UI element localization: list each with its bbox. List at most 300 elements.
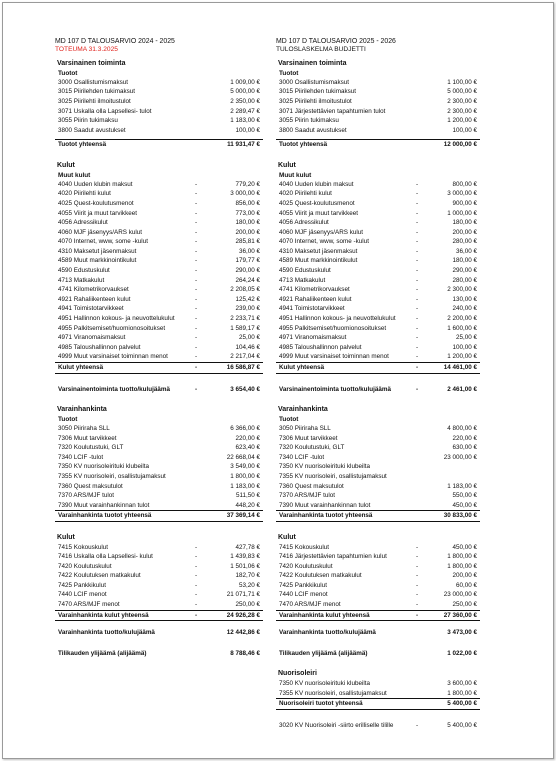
row-amount: 630,00 € bbox=[452, 444, 477, 452]
table-row bbox=[55, 126, 263, 136]
row-amount: 1 183,00 € bbox=[447, 482, 477, 490]
table-row bbox=[55, 256, 263, 266]
row-label: 7320 Koulutustuki, GLT bbox=[58, 444, 124, 452]
table-row bbox=[276, 199, 480, 209]
kulut-total-row bbox=[276, 363, 480, 374]
subheader-vh-tuotot: Tuotot bbox=[279, 415, 299, 423]
row-label: 7306 Muut tarvikkeet bbox=[279, 434, 338, 442]
row-amount: 25,00 € bbox=[455, 334, 477, 342]
row-dash: - bbox=[195, 190, 198, 198]
row-label: 4055 Viirit ja muut tarvikkeet bbox=[58, 209, 137, 217]
row-label: 4310 Maksetut jäsenmaksut bbox=[58, 247, 137, 255]
row-dash: - bbox=[195, 267, 198, 275]
row-label: Varainhankinta kulut yhteensä bbox=[58, 611, 149, 619]
table-row bbox=[276, 443, 480, 453]
row-amount: 1 022,00 € bbox=[447, 649, 477, 657]
document-title: MD 107 D TALOUSARVIO 2025 - 2026 bbox=[276, 38, 396, 45]
table-row bbox=[276, 107, 480, 117]
table-row bbox=[276, 581, 480, 591]
row-amount: 100,00 € bbox=[235, 126, 260, 134]
subheader-muut-kulut: Muut kulut bbox=[58, 171, 91, 179]
table-row bbox=[55, 491, 263, 501]
row-dash: - bbox=[195, 343, 198, 351]
subheader-muut-kulut: Muut kulut bbox=[279, 171, 312, 179]
kulut-total-row bbox=[55, 363, 263, 374]
row-dash: - bbox=[195, 209, 198, 217]
row-label: 4941 Toimistotarvikkeet bbox=[279, 305, 345, 313]
row-amount: 285,81 € bbox=[235, 238, 260, 246]
row-dash: - bbox=[416, 238, 419, 246]
table-row bbox=[55, 180, 263, 190]
row-dash: - bbox=[416, 247, 419, 255]
table-row bbox=[55, 247, 263, 257]
row-amount: 182,70 € bbox=[235, 572, 260, 580]
subheader-vh-kulut: Kulut bbox=[278, 533, 296, 541]
row-amount: 6 366,00 € bbox=[230, 424, 260, 432]
section-header-varsinainen: Varsinainen toiminta bbox=[278, 60, 347, 67]
spacer bbox=[55, 522, 263, 533]
table-row bbox=[55, 87, 263, 97]
row-amount: 1 200,00 € bbox=[447, 353, 477, 361]
table-row bbox=[276, 116, 480, 126]
table-row bbox=[55, 218, 263, 228]
spacer bbox=[55, 638, 263, 649]
subheader-tuotot: Tuotot bbox=[279, 69, 299, 77]
row-amount: 2 300,00 € bbox=[447, 286, 477, 294]
row-label: 4589 Muut markkinointikulut bbox=[279, 257, 358, 265]
row-amount: 1 439,83 € bbox=[230, 553, 260, 561]
table-row bbox=[276, 276, 480, 286]
row-amount: 36,00 € bbox=[455, 247, 477, 255]
section-header-varainhankinta: Varainhankinta bbox=[57, 406, 107, 414]
row-label: 4955 Palkitsemiset/huomionosoitukset bbox=[58, 324, 166, 332]
row-amount: 27 360,00 € bbox=[443, 611, 477, 619]
row-dash: - bbox=[195, 315, 198, 323]
table-row bbox=[55, 501, 263, 512]
document-subtitle: TULOSLASKELMA BUDJETTI bbox=[276, 46, 366, 53]
table-row bbox=[55, 295, 263, 305]
row-amount: 290,00 € bbox=[452, 267, 477, 275]
tuotot-total-row bbox=[55, 139, 263, 150]
row-label: 4590 Edustuskulut bbox=[279, 267, 331, 275]
row-label: 4060 MJF jäsenyys/ARS kulut bbox=[279, 228, 363, 236]
table-row bbox=[276, 314, 480, 324]
row-amount: 23 000,00 € bbox=[443, 591, 477, 599]
spacer bbox=[55, 621, 263, 628]
row-amount: 11 931,47 € bbox=[227, 141, 260, 149]
row-label: 3020 KV Nuorisoleiri -siirto erilliselle tilille bbox=[279, 721, 394, 729]
row-label: Varainhankinta tuotto/kulujäämä bbox=[58, 629, 155, 637]
row-label: 4310 Maksetut jäsenmaksut bbox=[279, 247, 358, 255]
row-dash: - bbox=[416, 315, 419, 323]
row-dash: - bbox=[416, 190, 419, 198]
row-label: 7415 Kokouskulut bbox=[279, 543, 330, 551]
row-dash: - bbox=[416, 276, 419, 284]
vh-result-row bbox=[55, 628, 263, 638]
row-dash: - bbox=[416, 267, 419, 275]
table-row bbox=[276, 218, 480, 228]
row-amount: 2 350,00 € bbox=[230, 97, 260, 105]
table-row bbox=[276, 600, 480, 611]
table-row bbox=[55, 107, 263, 117]
row-dash: - bbox=[195, 276, 198, 284]
table-row bbox=[55, 266, 263, 276]
row-amount: 3 549,00 € bbox=[230, 463, 260, 471]
row-dash: - bbox=[416, 591, 419, 599]
table-row bbox=[276, 78, 480, 88]
spacer bbox=[55, 394, 263, 405]
row-dash: - bbox=[195, 553, 198, 561]
row-label: 4941 Toimistotarvikkeet bbox=[58, 305, 124, 313]
row-label: 3015 Piirilehden tukimaksut bbox=[279, 88, 357, 96]
table-row bbox=[55, 590, 263, 600]
table-row bbox=[276, 209, 480, 219]
row-dash: - bbox=[416, 228, 419, 236]
row-label: 3050 Piiriraha SLL bbox=[279, 424, 331, 432]
row-dash: - bbox=[416, 572, 419, 580]
table-row bbox=[276, 453, 480, 463]
row-dash: - bbox=[416, 611, 419, 619]
row-amount: 180,00 € bbox=[452, 257, 477, 265]
subheader-vh-tuotot: Tuotot bbox=[58, 415, 78, 423]
table-row bbox=[276, 180, 480, 190]
row-dash: - bbox=[195, 572, 198, 580]
row-label: 4070 Internet, www, some -kulut bbox=[279, 238, 369, 246]
row-dash: - bbox=[416, 180, 419, 188]
row-label: 4056 Adressikulut bbox=[58, 219, 108, 227]
row-label: 4056 Adressikulut bbox=[279, 219, 329, 227]
row-label: 3025 Piirilehti ilmoitustulot bbox=[58, 97, 131, 105]
table-row bbox=[276, 189, 480, 199]
table-row bbox=[276, 434, 480, 444]
row-label: 3800 Saadut avustukset bbox=[279, 126, 347, 134]
row-label: 4713 Matkakulut bbox=[279, 276, 326, 284]
row-label: 4921 Rahaliikenteen kulut bbox=[279, 295, 352, 303]
row-amount: 1 009,00 € bbox=[230, 78, 260, 86]
row-amount: 21 071,71 € bbox=[226, 591, 260, 599]
row-amount: 25,00 € bbox=[238, 334, 260, 342]
table-row bbox=[55, 304, 263, 314]
row-amount: 1 183,00 € bbox=[230, 117, 260, 125]
row-amount: 3 000,00 € bbox=[230, 190, 260, 198]
row-label: 4040 Uuden klubin maksut bbox=[58, 180, 133, 188]
row-dash: - bbox=[195, 364, 198, 371]
vh-result-row bbox=[276, 628, 480, 638]
row-amount: 3 600,00 € bbox=[447, 680, 477, 688]
table-row bbox=[55, 343, 263, 353]
row-amount: 550,00 € bbox=[452, 492, 477, 500]
row-label: 7355 KV nuorisoleiri, osallistujamaksut bbox=[279, 472, 387, 480]
row-amount: 200,00 € bbox=[452, 228, 477, 236]
table-row bbox=[276, 689, 480, 700]
nuorisoleiri-total-row bbox=[276, 699, 480, 710]
row-label: 7416 Järjestettävien tapahtumien kulut bbox=[279, 553, 387, 561]
row-amount: 220,00 € bbox=[235, 434, 260, 442]
row-label: 7360 Quest maksutulot bbox=[58, 482, 123, 490]
row-label: 4955 Palkitsemiset/huomionosoitukset bbox=[279, 324, 387, 332]
row-dash: - bbox=[416, 364, 419, 371]
table-row bbox=[276, 87, 480, 97]
row-label: 3025 Piirilehti ilmoitustulot bbox=[279, 97, 352, 105]
right-column-budjetti bbox=[276, 38, 480, 730]
row-amount: 100,00 € bbox=[452, 343, 477, 351]
row-dash: - bbox=[195, 305, 198, 313]
row-label: 3800 Saadut avustukset bbox=[58, 126, 126, 134]
spacer bbox=[276, 522, 480, 533]
row-amount: 2 300,00 € bbox=[447, 107, 477, 115]
row-dash: - bbox=[416, 553, 419, 561]
row-label: 3000 Osallistumismaksut bbox=[279, 78, 349, 86]
row-dash: - bbox=[416, 305, 419, 313]
table-row bbox=[276, 571, 480, 581]
table-row bbox=[276, 266, 480, 276]
row-amount: 900,00 € bbox=[452, 199, 477, 207]
table-row bbox=[276, 237, 480, 247]
row-amount: 1 183,00 € bbox=[230, 482, 260, 490]
table-row bbox=[55, 78, 263, 88]
row-amount: 1 000,00 € bbox=[447, 209, 477, 217]
row-label: 4999 Muut varsinaiset toiminnan menot bbox=[58, 353, 168, 361]
row-amount: 180,00 € bbox=[235, 219, 260, 227]
row-label: Varsinainentoiminta tuotto/kulujäämä bbox=[58, 385, 170, 393]
tilikausi-result-row bbox=[276, 649, 480, 659]
nuorisoleiri-transfer-row bbox=[276, 721, 480, 731]
spacer bbox=[276, 621, 480, 628]
row-amount: 1 800,00 € bbox=[230, 472, 260, 480]
table-row bbox=[276, 462, 480, 472]
row-amount: 511,50 € bbox=[235, 492, 260, 500]
table-row bbox=[55, 562, 263, 572]
table-row bbox=[276, 304, 480, 314]
row-label: Varainhankinta tuotot yhteensä bbox=[58, 512, 152, 520]
table-row bbox=[276, 256, 480, 266]
row-label: 4985 Taloushallinnon palvelut bbox=[58, 343, 141, 351]
table-row bbox=[55, 352, 263, 363]
table-row bbox=[276, 482, 480, 492]
row-label: 4020 Piirilehti kulut bbox=[58, 190, 111, 198]
table-row bbox=[55, 189, 263, 199]
table-row bbox=[276, 424, 480, 434]
row-dash: - bbox=[416, 353, 419, 361]
row-label: 4741 Kilometrikorvaukset bbox=[58, 286, 129, 294]
row-amount: 450,00 € bbox=[452, 501, 477, 509]
row-dash: - bbox=[195, 180, 198, 188]
row-amount: 5 400,00 € bbox=[447, 721, 477, 729]
row-label: Kulut yhteensä bbox=[58, 364, 104, 371]
row-label: 7370 ARS/MJF tulot bbox=[58, 492, 114, 500]
row-label: 7340 LCIF -tulot bbox=[279, 453, 325, 461]
row-dash: - bbox=[416, 286, 419, 294]
table-row bbox=[276, 295, 480, 305]
row-dash: - bbox=[195, 238, 198, 246]
row-amount: 779,20 € bbox=[235, 180, 260, 188]
table-row bbox=[55, 571, 263, 581]
row-label: 3015 Piirilehden tukimaksut bbox=[58, 88, 136, 96]
row-label: Varsinainentoiminta tuotto/kulujäämä bbox=[279, 385, 391, 393]
row-amount: 2 300,00 € bbox=[447, 97, 477, 105]
row-label: 4055 Viirit ja muut tarvikkeet bbox=[279, 209, 358, 217]
row-amount: 1 800,00 € bbox=[447, 562, 477, 570]
row-label: 7340 LCIF -tulot bbox=[58, 453, 104, 461]
row-amount: 37 369,14 € bbox=[226, 512, 260, 520]
row-label: Varainhankinta tuotot yhteensä bbox=[279, 512, 373, 520]
row-dash: - bbox=[195, 286, 198, 294]
row-dash: - bbox=[195, 385, 198, 393]
row-amount: 1 501,06 € bbox=[230, 562, 260, 570]
row-amount: 125,42 € bbox=[235, 295, 260, 303]
row-amount: 290,00 € bbox=[235, 267, 260, 275]
table-row bbox=[55, 443, 263, 453]
row-label: 7355 KV nuorisoleiri, osallistujamaksut bbox=[279, 689, 387, 697]
row-label: 4025 Quest-koulutusmenot bbox=[279, 199, 355, 207]
row-dash: - bbox=[195, 353, 198, 361]
row-label: 4951 Hallinnon kokous- ja neuvottelukulut bbox=[58, 315, 175, 323]
row-amount: 3 473,00 € bbox=[447, 629, 477, 637]
spacer bbox=[276, 710, 480, 721]
spacer bbox=[276, 394, 480, 405]
row-amount: 1 600,00 € bbox=[447, 324, 477, 332]
row-label: Tilikauden ylijäämä (alijäämä) bbox=[279, 649, 368, 657]
section-header-varainhankinta: Varainhankinta bbox=[278, 406, 328, 414]
row-label: 7425 Pankkikulut bbox=[58, 581, 106, 589]
row-label: Kulut yhteensä bbox=[279, 364, 325, 371]
row-dash: - bbox=[416, 334, 419, 342]
table-row bbox=[276, 97, 480, 107]
row-label: 4070 Internet, www, some -kulut bbox=[58, 238, 148, 246]
row-amount: 427,78 € bbox=[235, 543, 260, 551]
table-row bbox=[276, 126, 480, 136]
row-amount: 30 833,00 € bbox=[443, 512, 477, 520]
row-label: 4985 Taloushallinnon palvelut bbox=[279, 343, 362, 351]
row-dash: - bbox=[416, 343, 419, 351]
row-dash: - bbox=[416, 209, 419, 217]
table-row bbox=[55, 434, 263, 444]
row-amount: 773,00 € bbox=[235, 209, 260, 217]
table-row bbox=[276, 333, 480, 343]
row-label: 7415 Kokouskulut bbox=[58, 543, 109, 551]
row-amount: 1 589,17 € bbox=[230, 324, 260, 332]
row-dash: - bbox=[416, 601, 419, 609]
table-row bbox=[55, 209, 263, 219]
row-amount: 100,00 € bbox=[452, 126, 477, 134]
row-amount: 5 000,00 € bbox=[447, 88, 477, 96]
table-row bbox=[55, 552, 263, 562]
row-label: 4590 Edustuskulut bbox=[58, 267, 110, 275]
row-label: 7355 KV nuorisoleiri, osallistujamaksut bbox=[58, 472, 166, 480]
row-dash: - bbox=[416, 257, 419, 265]
section-header-kulut: Kulut bbox=[57, 161, 75, 169]
row-amount: 200,00 € bbox=[235, 228, 260, 236]
row-dash: - bbox=[416, 295, 419, 303]
tuotot-total-row bbox=[276, 139, 480, 150]
table-row bbox=[276, 324, 480, 334]
row-label: 4713 Matkakulut bbox=[58, 276, 105, 284]
row-label: 7350 KV nuorisoleirituki klubeilta bbox=[58, 463, 150, 471]
row-label: 4971 Viranomaismaksut bbox=[58, 334, 126, 342]
table-row bbox=[276, 543, 480, 553]
row-dash: - bbox=[195, 219, 198, 227]
row-label: 3050 Piiriraha SLL bbox=[58, 424, 110, 432]
row-amount: 14 461,00 € bbox=[443, 364, 477, 371]
row-label: 7440 LCIF menot bbox=[58, 591, 107, 599]
row-label: 4589 Muut markkinointikulut bbox=[58, 257, 137, 265]
section-header-nuorisoleiri: Nuorisoleiri bbox=[278, 670, 317, 678]
row-label: 4020 Piirilehti kulut bbox=[279, 190, 332, 198]
row-amount: 240,00 € bbox=[452, 305, 477, 313]
vh-kulut-total-row bbox=[276, 611, 480, 622]
table-row bbox=[55, 324, 263, 334]
row-label: 7470 ARS/MJF menot bbox=[279, 601, 341, 609]
table-row bbox=[55, 333, 263, 343]
document-title: MD 107 D TALOUSARVIO 2024 - 2025 bbox=[55, 38, 175, 45]
row-amount: 1 800,00 € bbox=[447, 689, 477, 697]
row-dash: - bbox=[195, 543, 198, 551]
varsinainen-result-row bbox=[276, 385, 480, 395]
row-dash: - bbox=[416, 199, 419, 207]
table-row bbox=[276, 247, 480, 257]
row-label: 4025 Quest-koulutusmenot bbox=[58, 199, 134, 207]
spacer bbox=[276, 658, 480, 669]
spacer bbox=[55, 374, 263, 385]
spacer bbox=[276, 374, 480, 385]
row-label: 7360 Quest maksutulot bbox=[279, 482, 344, 490]
row-label: 7420 Koulutuskulut bbox=[58, 562, 112, 570]
row-dash: - bbox=[195, 591, 198, 599]
vh-tuotot-total-row bbox=[55, 511, 263, 522]
row-label: 7420 Koulutuskulut bbox=[279, 562, 333, 570]
row-label: 7440 LCIF menot bbox=[279, 591, 328, 599]
row-label: Nuorisoleiri tuotot yhteensä bbox=[279, 700, 363, 708]
row-label: 7422 Koulutuksen matkakulut bbox=[58, 572, 141, 580]
row-label: 7390 Muut varainhankinnan tulot bbox=[279, 501, 371, 509]
row-dash: - bbox=[195, 581, 198, 589]
row-amount: 220,00 € bbox=[452, 434, 477, 442]
table-row bbox=[55, 424, 263, 434]
row-dash: - bbox=[195, 247, 198, 255]
table-row bbox=[276, 562, 480, 572]
row-amount: 1 800,00 € bbox=[447, 553, 477, 561]
row-amount: 22 668,04 € bbox=[226, 453, 260, 461]
row-amount: 130,00 € bbox=[452, 295, 477, 303]
table-row bbox=[55, 276, 263, 286]
table-row bbox=[55, 600, 263, 611]
row-label: 3071 Uskalla olla Lapsellesi- tulot bbox=[58, 107, 152, 115]
row-amount: 250,00 € bbox=[235, 601, 260, 609]
row-amount: 448,20 € bbox=[235, 501, 260, 509]
table-row bbox=[55, 199, 263, 209]
row-amount: 180,00 € bbox=[452, 219, 477, 227]
row-label: 4971 Viranomaismaksut bbox=[279, 334, 347, 342]
row-label: 4951 Hallinnon kokous- ja neuvottelukulut bbox=[279, 315, 396, 323]
table-row bbox=[276, 679, 480, 689]
row-amount: 12 442,86 € bbox=[226, 629, 260, 637]
row-dash: - bbox=[195, 562, 198, 570]
section-header-kulut: Kulut bbox=[278, 161, 296, 169]
row-amount: 264,24 € bbox=[235, 276, 260, 284]
spacer bbox=[276, 638, 480, 649]
row-label: 7306 Muut tarvikkeet bbox=[58, 434, 117, 442]
row-amount: 856,00 € bbox=[235, 199, 260, 207]
row-amount: 2 208,05 € bbox=[230, 286, 260, 294]
row-amount: 1 100,00 € bbox=[447, 78, 477, 86]
row-amount: 2 200,00 € bbox=[447, 315, 477, 323]
row-amount: 239,00 € bbox=[235, 305, 260, 313]
row-dash: - bbox=[416, 581, 419, 589]
row-label: 7320 Koulutustuki, GLT bbox=[279, 444, 345, 452]
row-label: 3055 Piirin tukimaksu bbox=[279, 117, 339, 125]
row-label: 7370 ARS/MJF tulot bbox=[279, 492, 335, 500]
varsinainen-result-row bbox=[55, 385, 263, 395]
